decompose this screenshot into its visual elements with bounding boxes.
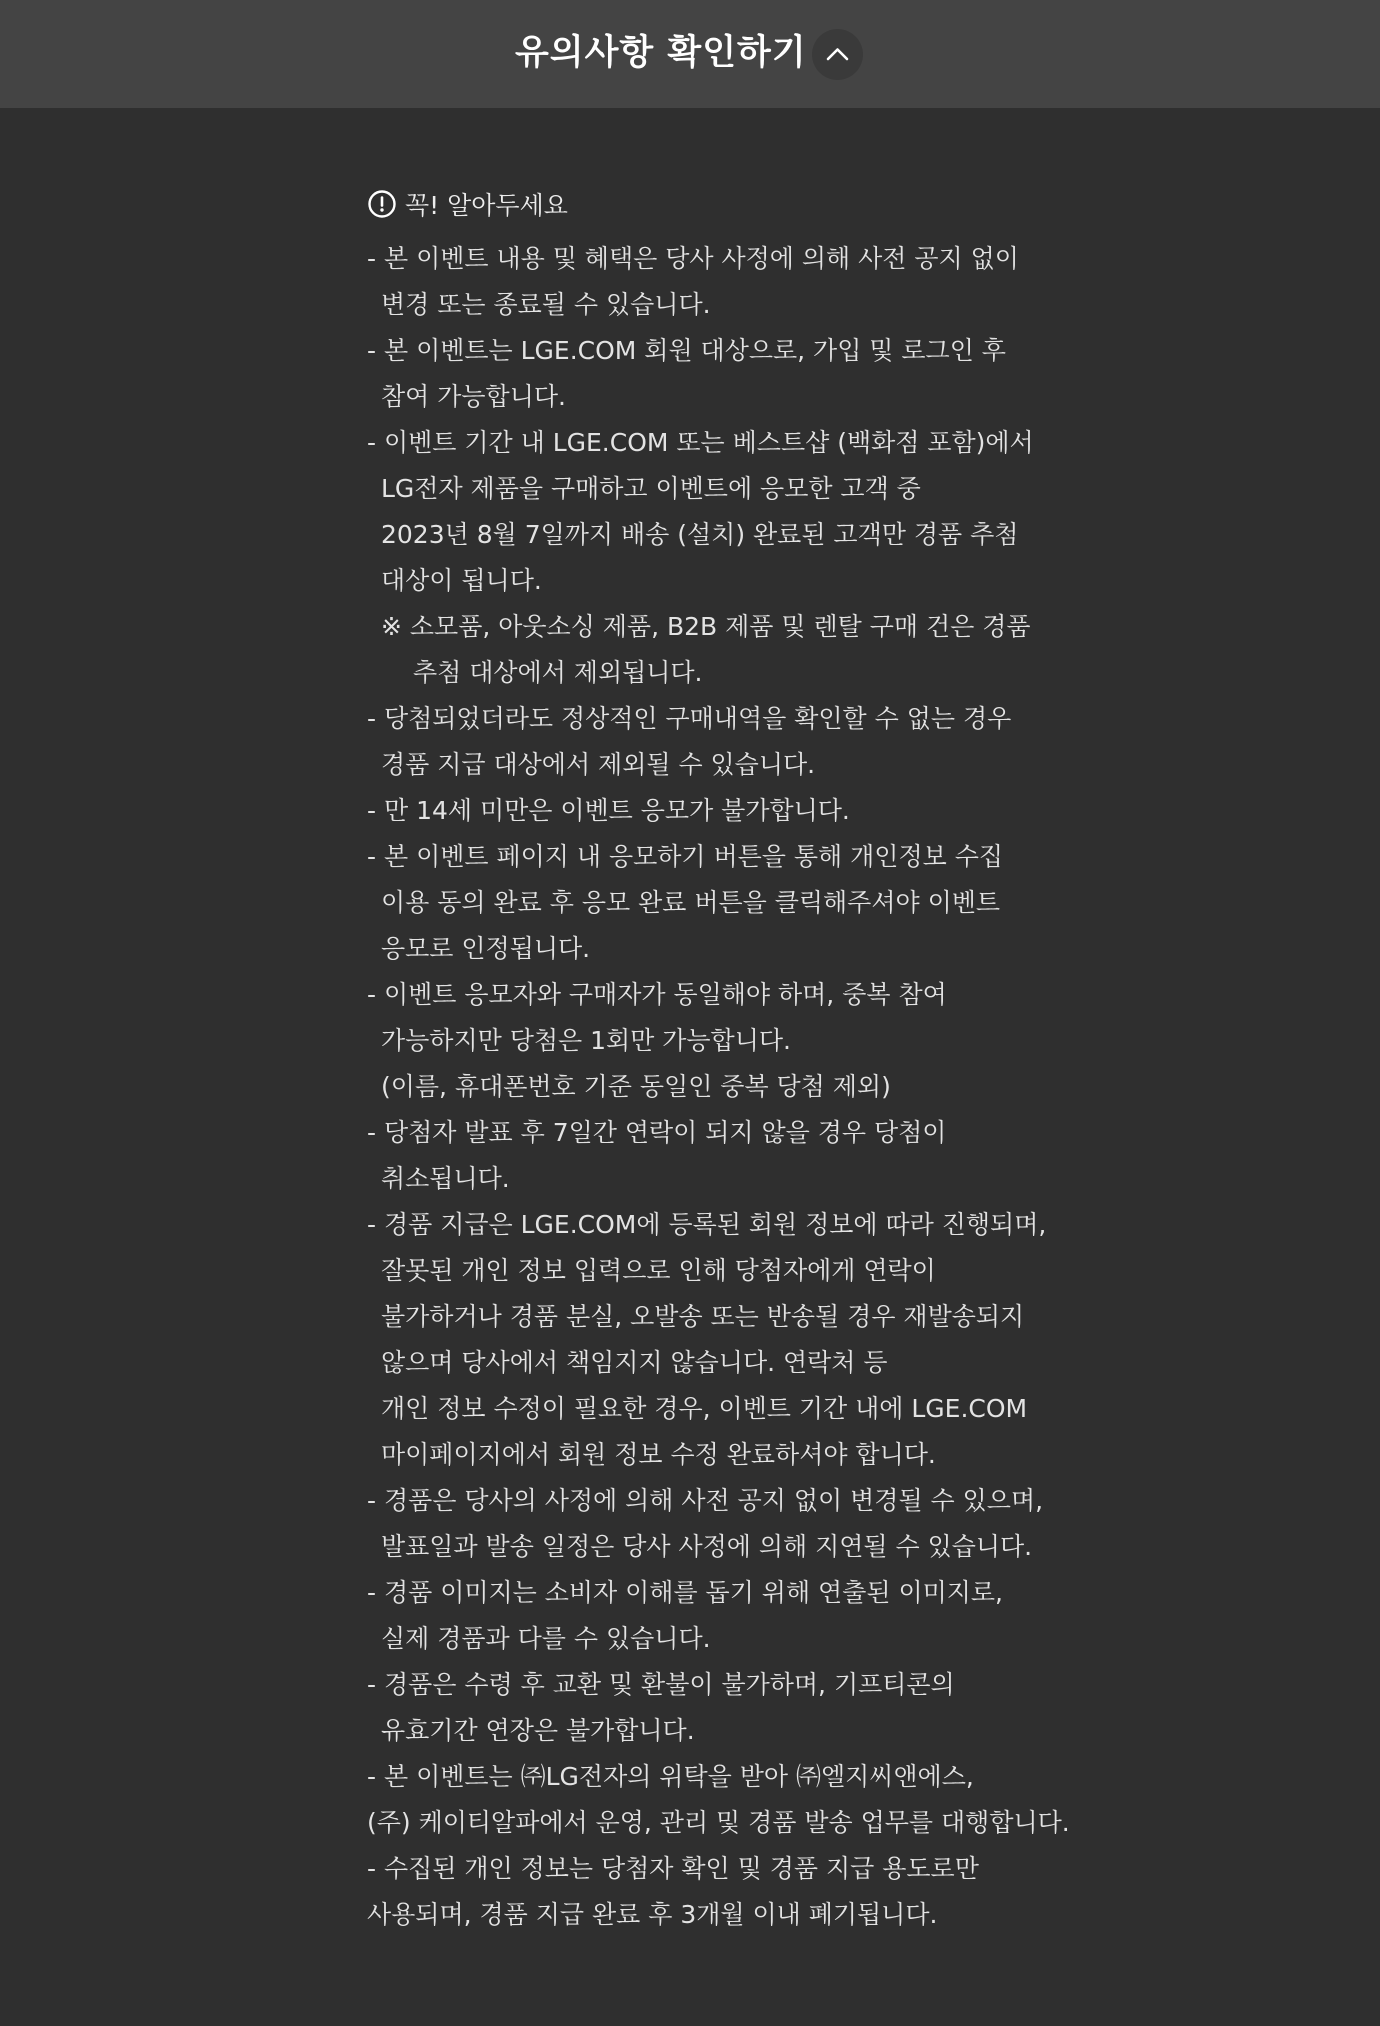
notice-line: 잘못된 개인 정보 입력으로 인해 당첨자에게 연락이 <box>381 1256 936 1285</box>
exclamation-circle-icon <box>367 189 397 219</box>
page-title: 유의사항 확인하기 <box>515 33 807 73</box>
notice-line: - 경품 이미지는 소비자 이해를 돕기 위해 연출된 이미지로, <box>367 1578 1003 1607</box>
notice-line: 대상이 됩니다. <box>381 566 542 595</box>
notice-line: 사용되며, 경품 지급 완료 후 3개월 이내 폐기됩니다. <box>367 1900 938 1929</box>
notice-line: - 이벤트 응모자와 구매자가 동일해야 하며, 중복 참여 <box>367 980 947 1009</box>
notice-line: 마이페이지에서 회원 정보 수정 완료하셔야 합니다. <box>381 1440 936 1469</box>
notice-line: 실제 경품과 다를 수 있습니다. <box>381 1624 711 1653</box>
notice-line: LG전자 제품을 구매하고 이벤트에 응모한 고객 중 <box>381 474 921 503</box>
notice-line: - 본 이벤트 페이지 내 응모하기 버튼을 통해 개인정보 수집 <box>367 842 1003 871</box>
notice-line: 추첨 대상에서 제외됩니다. <box>413 658 703 687</box>
notice-heading-text: 꼭! 알아두세요 <box>405 191 568 220</box>
notice-line: 불가하거나 경품 분실, 오발송 또는 반송될 경우 재발송되지 <box>381 1302 1025 1331</box>
notice-line: 참여 가능합니다. <box>381 382 566 411</box>
notice-line: - 만 14세 미만은 이벤트 응모가 불가합니다. <box>367 796 850 825</box>
notice-line: 개인 정보 수정이 필요한 경우, 이벤트 기간 내에 LGE.COM <box>381 1394 1028 1423</box>
notice-line: 이용 동의 완료 후 응모 완료 버튼을 클릭해주셔야 이벤트 <box>381 888 1001 917</box>
notice-line: - 본 이벤트 내용 및 혜택은 당사 사정에 의해 사전 공지 없이 <box>367 244 1019 273</box>
chevron-up-icon <box>824 41 851 68</box>
notice-line: - 수집된 개인 정보는 당첨자 확인 및 경품 지급 용도로만 <box>367 1854 979 1883</box>
notice-line: 않으며 당사에서 책임지지 않습니다. 연락처 등 <box>381 1348 888 1377</box>
notice-line: 2023년 8월 7일까지 배송 (설치) 완료된 고객만 경품 추첨 <box>381 520 1019 549</box>
notice-line: - 본 이벤트는 ㈜LG전자의 위탁을 받아 ㈜엘지씨앤에스, <box>367 1762 974 1791</box>
notice-heading <box>367 182 1057 226</box>
notice-line: - 본 이벤트는 LGE.COM 회원 대상으로, 가입 및 로그인 후 <box>367 336 1006 365</box>
notice-header <box>0 0 1380 108</box>
notice-line: - 경품은 수령 후 교환 및 환불이 불가하며, 기프티콘의 <box>367 1670 955 1699</box>
notice-line: - 당첨되었더라도 정상적인 구매내역을 확인할 수 없는 경우 <box>367 704 1012 733</box>
notice-line: - 경품은 당사의 사정에 의해 사전 공지 없이 변경될 수 있으며, <box>367 1486 1044 1515</box>
notice-line: 변경 또는 종료될 수 있습니다. <box>381 290 711 319</box>
notice-list <box>367 236 1070 1938</box>
collapse-toggle-button[interactable] <box>812 29 863 80</box>
notice-line: - 이벤트 기간 내 LGE.COM 또는 베스트샵 (백화점 포함)에서 <box>367 428 1034 457</box>
notice-line: ※ 소모품, 아웃소싱 제품, B2B 제품 및 렌탈 구매 건은 경품 <box>381 612 1031 641</box>
notice-line: - 당첨자 발표 후 7일간 연락이 되지 않을 경우 당첨이 <box>367 1118 947 1147</box>
notice-section <box>367 182 1070 1938</box>
notice-line: 발표일과 발송 일정은 당사 사정에 의해 지연될 수 있습니다. <box>381 1532 1033 1561</box>
notice-line: 가능하지만 당첨은 1회만 가능합니다. <box>381 1026 791 1055</box>
notice-line: 경품 지급 대상에서 제외될 수 있습니다. <box>381 750 816 779</box>
notice-line: 취소됩니다. <box>381 1164 510 1193</box>
notice-line: - 경품 지급은 LGE.COM에 등록된 회원 정보에 따라 진행되며, <box>367 1210 1047 1239</box>
notice-line: (이름, 휴대폰번호 기준 동일인 중복 당첨 제외) <box>381 1072 891 1101</box>
notice-line: 응모로 인정됩니다. <box>381 934 591 963</box>
notice-line: (주) 케이티알파에서 운영, 관리 및 경품 발송 업무를 대행합니다. <box>367 1808 1070 1837</box>
notice-line: 유효기간 연장은 불가합니다. <box>381 1716 695 1745</box>
